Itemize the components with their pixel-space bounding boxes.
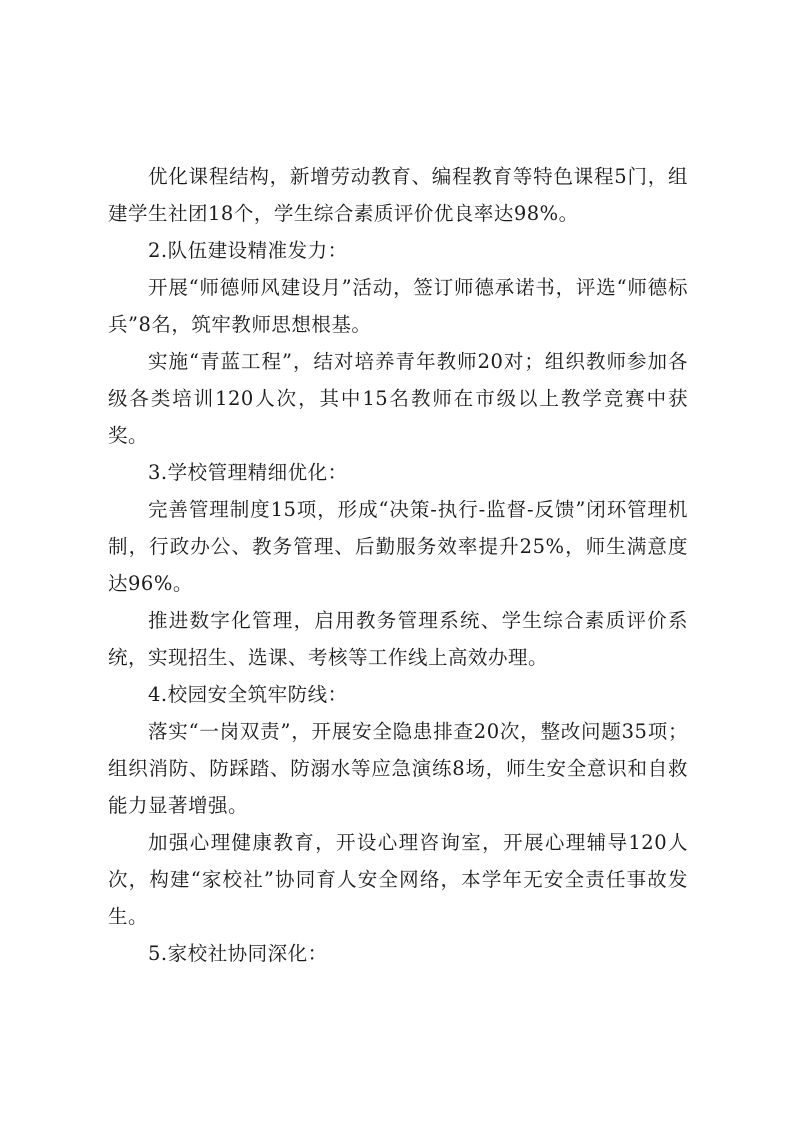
section-heading-team-building: 2.队伍建设精准发力： — [148, 239, 348, 262]
paragraph-management-system: 完善管理制度15项，形成“决策-执行-监督-反馈”闭环管理机制，行政办公、教务管理、后勤服务效率提升25%，师生满意度达96%。 — [108, 498, 688, 595]
section-heading-school-management: 3.学校管理精细优化： — [148, 461, 348, 484]
paragraph-curriculum: 优化课程结构，新增劳动教育、编程教育等特色课程5门，组建学生社团18个，学生综合素质评价优良率达98%。 — [108, 165, 688, 225]
paragraph-mental-health: 加强心理健康教育，开设心理咨询室，开展心理辅导120人次，构建“家校社”协同育人安全网络，本学年无安全责任事故发生。 — [108, 831, 688, 928]
paragraph-safety-inspection: 落实“一岗双责”，开展安全隐患排查20次，整改问题35项；组织消防、防踩踏、防溺水等应急演练8场，师生安全意识和自救能力显著增强。 — [108, 720, 688, 817]
paragraph-teacher-ethics: 开展“师德师风建设月”活动，签订师德承诺书，评选“师德标兵”8名，筑牢教师思想根基。 — [108, 276, 688, 336]
paragraph-digital-management: 推进数字化管理，启用教务管理系统、学生综合素质评价系统，实现招生、选课、考核等工作线上高效办理。 — [108, 609, 688, 669]
document-body — [108, 158, 688, 972]
paragraph-teacher-training: 实施“青蓝工程”，结对培养青年教师20对；组织教师参加各级各类培训120人次，其中15名教师在市级以上教学竞赛中获奖。 — [108, 350, 688, 447]
section-heading-campus-safety: 4.校园安全筑牢防线： — [148, 683, 348, 706]
section-heading-home-school-community: 5.家校社协同深化： — [148, 942, 328, 965]
